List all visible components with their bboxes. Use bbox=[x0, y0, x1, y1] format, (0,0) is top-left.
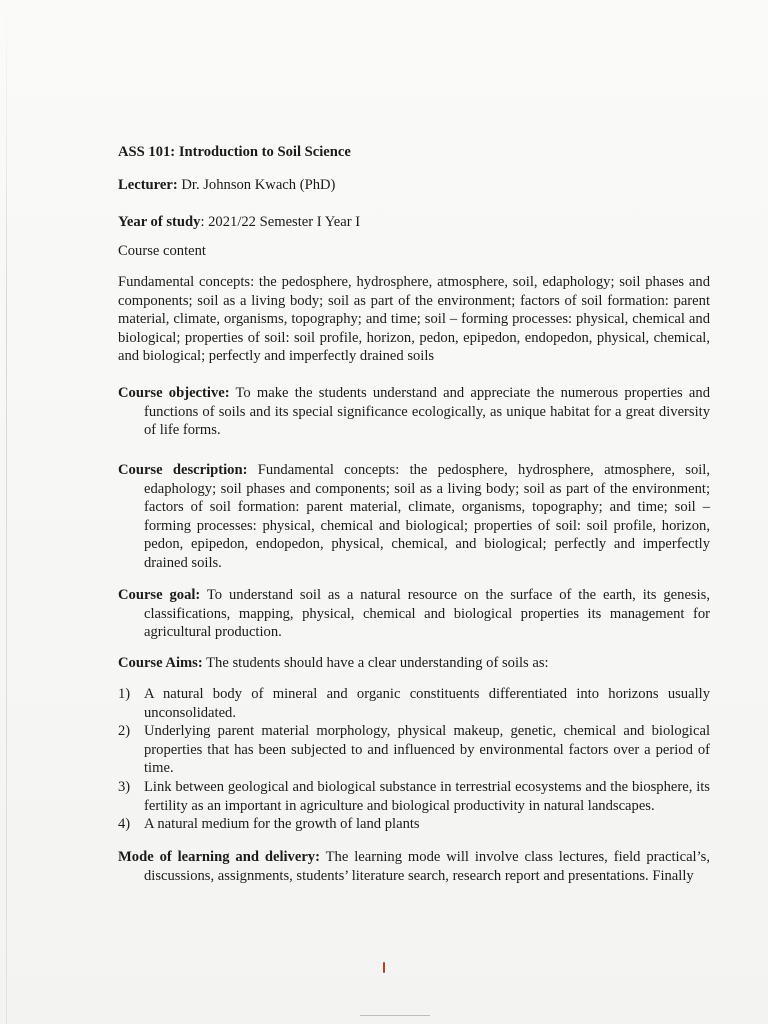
year-of-study-value: : 2021/22 Semester I Year I bbox=[200, 214, 361, 230]
list-item bbox=[118, 815, 710, 834]
course-title: ASS 101: Introduction to Soil Science bbox=[118, 144, 351, 160]
list-item-text: A natural body of mineral and organic constituents differentiated into horizons usually unconsolidated. bbox=[144, 686, 710, 721]
course-aims-list bbox=[118, 685, 710, 834]
list-item bbox=[118, 685, 710, 722]
list-item-number: 3) bbox=[118, 778, 131, 795]
course-content-text: Fundamental concepts: the pedosphere, hydrosphere, atmosphere, soil, edaphology; soil phases and components; soil as a living body; soil as part of the environment; factors of soil formation: parent material, climate, organisms, topography; and time; soil – forming processes: physical, chemical and biological; properties of soil: soil profile, horizon, pedon, epipedon, endopedon, physical, chemical, and biological; perfectly and imperfectly drained soils bbox=[118, 274, 710, 365]
list-item-number: 2) bbox=[118, 723, 131, 740]
year-of-study-label: Year of study bbox=[118, 214, 201, 230]
course-objective-label: Course objective: bbox=[118, 385, 230, 401]
list-item-number: 4) bbox=[118, 816, 131, 833]
course-description-label: Course description: bbox=[118, 462, 248, 478]
mode-of-learning-section bbox=[118, 848, 710, 885]
course-content-heading: Course content bbox=[118, 243, 206, 259]
red-ink-mark bbox=[383, 962, 385, 973]
course-goal-text: To understand soil as a natural resource on the surface of the earth, its genesis, classifications, mapping, physical, chemical and biological properties its management for agricultural production. bbox=[144, 587, 710, 641]
mode-of-learning-text: The learning mode will involve class lectures, field practical’s, discussions, assignments, students’ literature search, research report and presentations. Finally bbox=[144, 849, 710, 884]
mode-of-learning-label: Mode of learning and delivery: bbox=[118, 849, 320, 865]
course-description-text: Fundamental concepts: the pedosphere, hydrosphere, atmosphere, soil, edaphology; soil phases and components; soil as a living body; soil as part of the environment; factors of soil formation: parent material, climate, organisms, topography; and time; soil – forming processes: physical, chemical and biological; properties of soil: soil profile, horizon, pedon, epipedon, endopedon, physical, chemical, and biological; perfectly and imperfectly drained soils. bbox=[144, 462, 711, 571]
course-goal-label: Course goal: bbox=[118, 587, 201, 603]
page-edge-shadow bbox=[6, 0, 7, 1024]
list-item-text: Underlying parent material morphology, physical makeup, genetic, chemical and biological properties that has been subjected to and influenced by environmental factors over a period of time. bbox=[144, 723, 710, 777]
course-description-section bbox=[118, 461, 710, 573]
list-item bbox=[118, 722, 710, 778]
list-item-text: A natural medium for the growth of land plants bbox=[144, 816, 420, 833]
scan-smudge bbox=[360, 1015, 430, 1016]
list-item-number: 1) bbox=[118, 686, 131, 702]
course-aims-text: The students should have a clear understanding of soils as: bbox=[202, 655, 549, 671]
list-item bbox=[118, 778, 710, 815]
lecturer-value: Dr. Johnson Kwach (PhD) bbox=[181, 177, 336, 193]
course-aims-label: Course Aims: bbox=[118, 655, 203, 671]
lecturer-line bbox=[118, 176, 710, 195]
list-item-text: Link between geological and biological substance in terrestrial ecosystems and the biosphere, its fertility as an important in agriculture and biological productivity in natural landscapes. bbox=[144, 778, 710, 814]
course-goal-section bbox=[118, 586, 710, 642]
course-objective-section bbox=[118, 384, 710, 440]
lecturer-label: Lecturer: bbox=[118, 177, 178, 193]
course-objective-text: To make the students understand and appreciate the numerous properties and functions of soils and its special significance ecologically, as unique habitat for a great diversity of life forms. bbox=[144, 385, 710, 439]
year-of-study-line bbox=[118, 213, 710, 232]
course-aims-section bbox=[118, 654, 710, 673]
